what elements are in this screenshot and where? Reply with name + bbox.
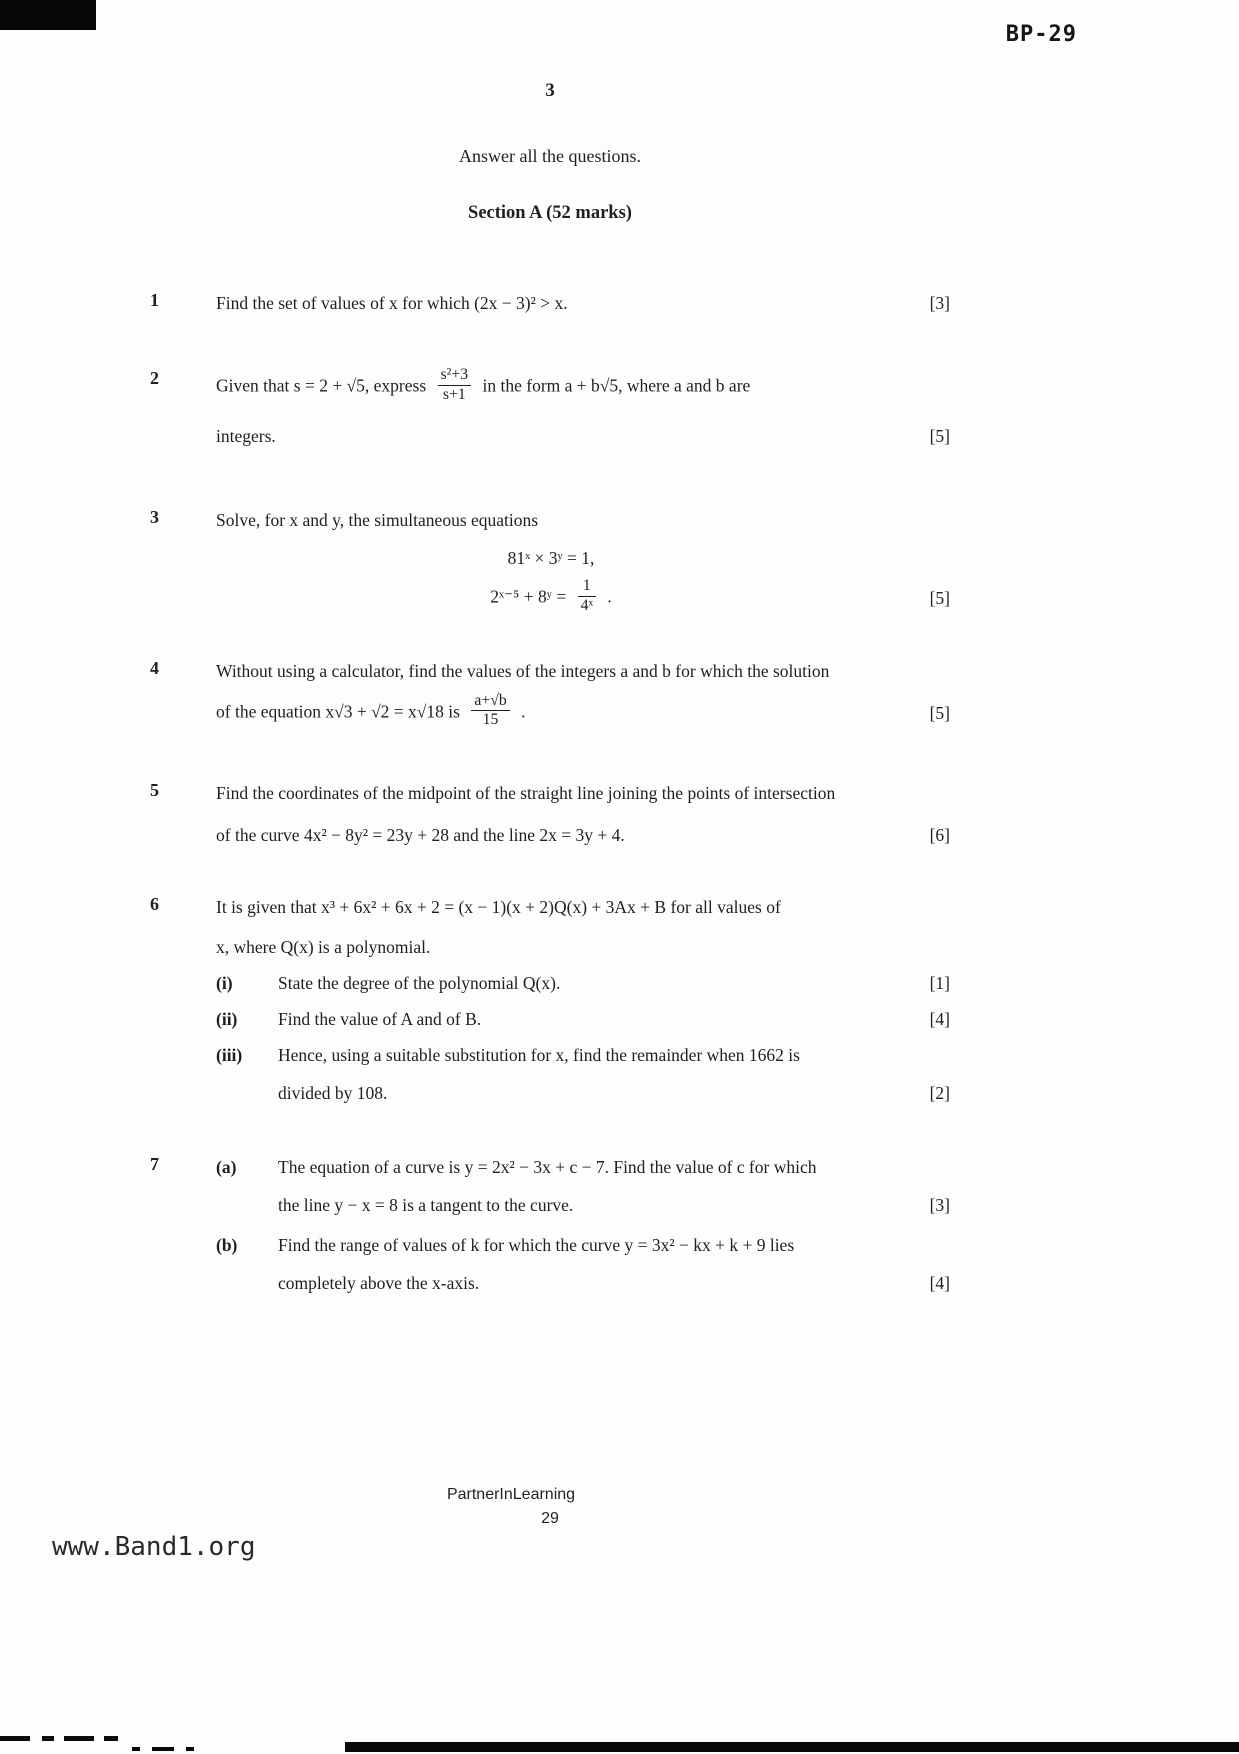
question-body (216, 894, 950, 1106)
fraction-denominator: s+1 (442, 385, 466, 403)
question-line (216, 894, 950, 920)
question-number: 4 (150, 657, 159, 678)
equation-text: 81ˣ × 3ʸ = 1, (507, 547, 595, 568)
question-text: Given that s = 2 + √5, express (216, 375, 427, 396)
question-line (216, 780, 950, 806)
subpart-label: (i) (216, 973, 233, 994)
subpart-label: (b) (216, 1235, 238, 1256)
marks-badge: [5] (929, 702, 950, 723)
subpart-b (216, 1232, 950, 1296)
marks-badge: [5] (929, 425, 950, 446)
subpart-body (278, 970, 950, 996)
marks-badge: [4] (929, 1009, 950, 1030)
subpart-ii (216, 1006, 950, 1032)
question-text: of the equation x√3 + √2 = x√18 is (216, 700, 460, 721)
question-text: in the form a + b√5, where a and b are (482, 375, 751, 396)
marks-badge: [2] (929, 1083, 950, 1104)
question-number: 3 (150, 506, 159, 527)
question-body (216, 780, 950, 848)
question-text: Solve, for x and y, the simultaneous equations (216, 509, 539, 530)
subpart-a (216, 1154, 950, 1218)
question-body (216, 507, 950, 618)
question-line (216, 507, 950, 533)
question-line (278, 1154, 950, 1180)
question-3 (150, 507, 950, 618)
scan-artifact-dash (0, 1736, 30, 1741)
question-text: completely above the x-axis. (278, 1273, 480, 1294)
section-title: Section A (52 marks) (468, 203, 632, 223)
fraction-denominator: 4ˣ (580, 596, 594, 614)
scan-artifact-bottom-bar (345, 1742, 1239, 1752)
fraction (438, 366, 472, 405)
question-text: Hence, using a suitable substitution for x, find the remainder when 1662 is (278, 1045, 800, 1066)
question-line (278, 1192, 950, 1218)
footer-brand: PartnerInLearning (446, 1486, 576, 1503)
subpart-i (216, 970, 950, 996)
question-text: State the degree of the polynomial Q(x). (278, 973, 561, 994)
question-line (216, 290, 950, 316)
instruction-text: Answer all the questions. (459, 146, 641, 166)
question-number: 2 (150, 368, 159, 388)
question-line (278, 1042, 950, 1068)
scan-artifact-dash (64, 1736, 94, 1741)
question-6 (150, 894, 950, 1106)
fraction (471, 692, 509, 731)
question-text: the line y − x = 8 is a tangent to the curve. (278, 1195, 574, 1216)
subpart-body (278, 1042, 950, 1106)
fraction (578, 577, 596, 616)
scan-artifact-dash (186, 1747, 194, 1751)
scan-artifact-dash (152, 1747, 174, 1751)
question-text: It is given that x³ + 6x² + 6x + 2 = (x − 1)(x + 2)Q(x) + 3Ax + B for all values of (216, 897, 781, 918)
question-5 (150, 780, 950, 848)
question-line (216, 934, 950, 960)
question-1 (150, 290, 950, 316)
equation-text: 2ˣ⁻⁵ + 8ʸ = (490, 586, 567, 607)
question-4 (150, 658, 950, 733)
scan-artifact-dash (104, 1736, 118, 1741)
question-number: 6 (150, 894, 159, 915)
question-line (216, 822, 950, 848)
question-text: integers. (216, 425, 276, 446)
subpart-label: (a) (216, 1157, 237, 1178)
equation-text: . (607, 586, 612, 607)
question-body (216, 290, 950, 316)
question-line (278, 1006, 950, 1032)
marks-badge: [3] (929, 1195, 950, 1216)
question-line (278, 970, 950, 996)
question-7 (150, 1154, 950, 1296)
fraction-denominator: 15 (482, 711, 499, 729)
fraction-numerator: s²+3 (438, 366, 472, 386)
page-number: 3 (545, 80, 555, 101)
question-text: Find the coordinates of the midpoint of the straight line joining the points of intersection (216, 783, 836, 804)
marks-badge: [1] (929, 973, 950, 994)
subpart-label: (iii) (216, 1045, 243, 1066)
question-text: Without using a calculator, find the values of the integers a and b for which the solution (216, 660, 830, 681)
question-text: divided by 108. (278, 1083, 388, 1104)
page-content (150, 80, 950, 1296)
question-text: Find the set of values of x for which (2x − 3)² > x. (216, 293, 568, 313)
subpart-iii (216, 1042, 950, 1106)
question-number: 1 (150, 290, 159, 310)
question-line (278, 1270, 950, 1296)
paper-code: BP-29 (1005, 22, 1077, 47)
subpart-body (278, 1154, 950, 1218)
question-body (216, 658, 950, 733)
question-text: Find the value of A and of B. (278, 1009, 482, 1030)
question-text: x, where Q(x) is a polynomial. (216, 937, 431, 958)
fraction-numerator: a+√b (471, 692, 509, 712)
marks-badge: [4] (929, 1273, 950, 1294)
question-line (216, 423, 950, 449)
equation-line (216, 576, 950, 618)
question-number: 7 (150, 1154, 159, 1175)
marks-badge: [5] (929, 588, 950, 609)
question-line (216, 658, 950, 684)
question-body (216, 368, 950, 449)
footer-page-number: 29 (541, 1510, 559, 1527)
watermark-url: www.Band1.org (52, 1532, 256, 1562)
question-text: The equation of a curve is y = 2x² − 3x + c − 7. Find the value of c for which (278, 1157, 817, 1178)
question-2 (150, 368, 950, 449)
equation-line (216, 545, 950, 571)
fraction-numerator: 1 (578, 577, 596, 597)
scan-artifact-dash (132, 1747, 140, 1751)
scan-artifact-dash (42, 1736, 54, 1741)
marks-badge: [3] (929, 293, 950, 313)
question-line (278, 1232, 950, 1258)
scan-artifact-block (0, 0, 96, 30)
marks-badge: [6] (929, 825, 950, 846)
question-body (216, 1154, 950, 1296)
question-line (278, 1080, 950, 1106)
question-text: Find the range of values of k for which the curve y = 3x² − kx + k + 9 lies (278, 1235, 795, 1256)
question-number: 5 (150, 780, 159, 801)
question-line (216, 691, 950, 733)
question-line (216, 368, 950, 407)
subpart-label: (ii) (216, 1009, 238, 1030)
question-text: of the curve 4x² − 8y² = 23y + 28 and the line 2x = 3y + 4. (216, 825, 625, 846)
question-text: . (521, 700, 526, 721)
subpart-body (278, 1006, 950, 1032)
subpart-body (278, 1232, 950, 1296)
